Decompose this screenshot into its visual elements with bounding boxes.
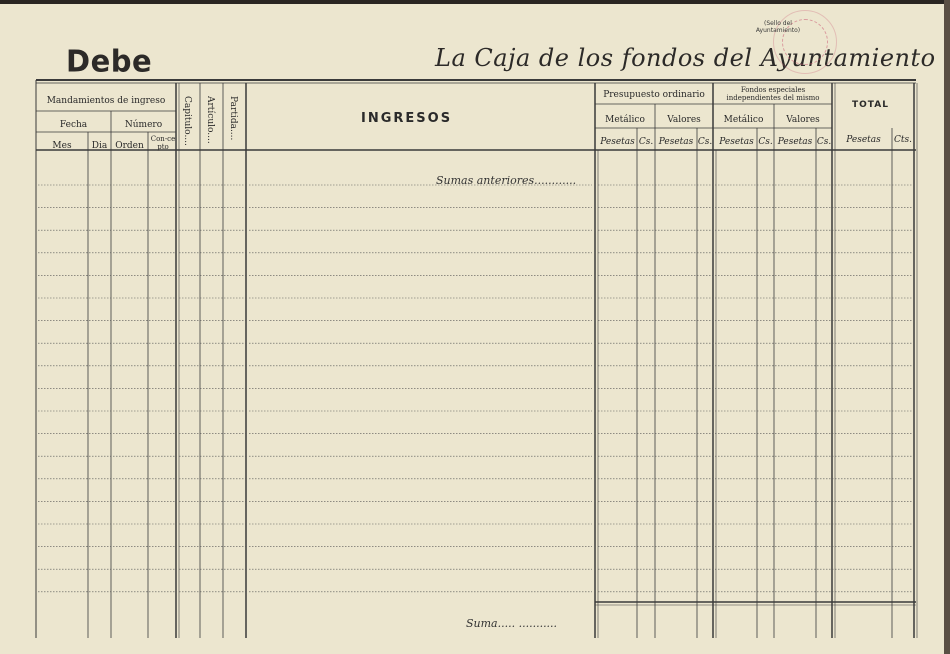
suma-row: Suma..... ........... xyxy=(466,617,558,630)
debe-title: Debe xyxy=(66,43,153,79)
sumas-anteriores-row: Sumas anteriores............ xyxy=(436,174,577,187)
orden-header: Orden xyxy=(115,141,144,151)
total-header: TOTAL xyxy=(852,100,889,110)
stamp-label: (Sello del Ayuntamiento) xyxy=(755,20,801,34)
pesetas-header-3: Pesetas xyxy=(719,137,754,147)
page-edge xyxy=(944,0,950,654)
ingresos-header: INGRESOS xyxy=(361,111,453,126)
pesetas-header-total: Pesetas xyxy=(846,135,881,145)
ledger-page xyxy=(0,4,944,654)
cs-header-3: Cs. xyxy=(758,137,773,147)
concepto-header: Con-cepto xyxy=(150,135,176,151)
cs-header-2: Cs. xyxy=(697,137,713,147)
metalico-header-2: Metálico xyxy=(723,115,764,125)
fondos-header: Fondos especiales independientes del mismo xyxy=(726,86,820,102)
fecha-header: Fecha xyxy=(59,120,88,130)
valores-header-2: Valores xyxy=(786,115,820,125)
metalico-header-1: Metálico xyxy=(605,115,645,125)
pesetas-header-2: Pesetas xyxy=(658,137,694,147)
cts-header-total: Cts. xyxy=(894,135,912,145)
caja-title: La Caja de los fondos del Ayuntamiento xyxy=(435,44,936,72)
mandamientos-header: Mandamientos de ingreso xyxy=(46,96,166,106)
presupuesto-header: Presupuesto ordinario xyxy=(603,90,705,100)
dia-header: Dia xyxy=(91,141,108,151)
cs-header-1: Cs. xyxy=(638,137,654,147)
articulo-header: Artículo.... xyxy=(205,96,215,144)
partida-header: Partida.... xyxy=(228,96,238,141)
valores-header-1: Valores xyxy=(667,115,701,125)
numero-header: Número xyxy=(124,120,163,130)
capitulo-header: Capitulo.... xyxy=(182,96,192,146)
pesetas-header-4: Pesetas xyxy=(777,137,813,147)
mes-header: Mes xyxy=(52,141,72,151)
pesetas-header-1: Pesetas xyxy=(600,137,635,147)
cs-header-4: Cs. xyxy=(816,137,832,147)
